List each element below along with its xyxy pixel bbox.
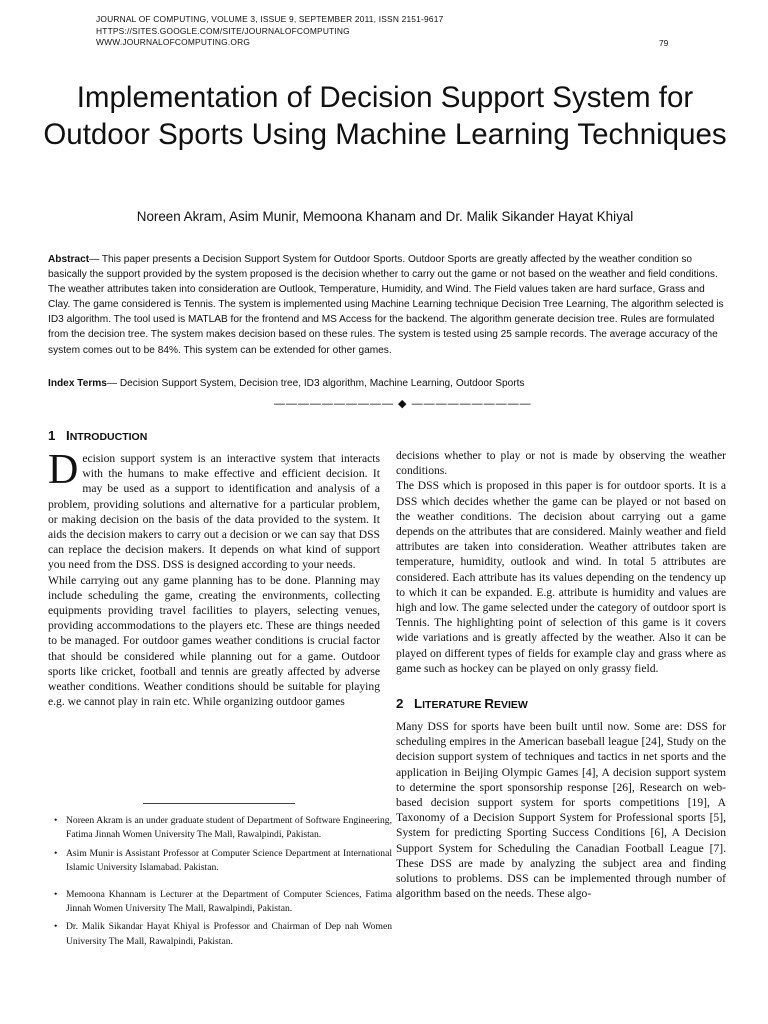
author-footnotes (54, 814, 392, 953)
paper-title: Implementation of Decision Support System for Outdoor Sports Using Machine Learning Techniques (43, 81, 727, 151)
footnote-divider (143, 803, 295, 804)
literature-review-paragraph: Many DSS for sports have been built until now. Some are: DSS for scheduling empires in the American baseball league [24], Study on the decision support system of techniques and tactics in net sports and the application in Beijing Olympic Games [4], A decision support system to determine the sport sponsorship response [26], Research on web-based decision support system for sports competitions [19], A Taxonomy of a Decision Support System for Professional sports [5], System for predicting Sporting Success Conditions [6], A Decision Support System for Scheduling the Canadian Football League [7]. These DSS are made by analyzing the subject area and finding solutions to problems. DSS can be implemented through number of algorithm based on the needs. These algo- (396, 720, 726, 901)
section-title-part-2: EVIEW (493, 699, 528, 712)
section-heading-introduction (48, 428, 380, 443)
footnote-item (54, 920, 392, 949)
running-head (96, 14, 676, 49)
section-separator: —————————— ◆ —————————— (274, 398, 532, 410)
footnote-text: Dr. Malik Sikandar Hayat Khiyal is Professor and Chairman of Dep nah Women University The Mall, Rawalpindi, Pakistan. (66, 921, 392, 947)
right-column (396, 448, 726, 901)
intro-paragraph-2: While carrying out any game planning has to be done. Planning may include scheduling the game, creating the environments, collecting equipments providing travel facilities to players, selecting venues, providing accommodations to the players etc. These are things needed to be managed. For outdoor games weather conditions is crucial factor that should be considered while planning out for a game. Outdoor sports like cricket, football and tennis are greatly affected by adverse weather conditions. Weather conditions should be suitable for playing e.g. we cannot play in rain etc. While organizing outdoor games (48, 573, 380, 709)
index-terms (48, 376, 728, 391)
section-title-initial-2: R (484, 696, 494, 712)
section-title-initial: I (66, 428, 70, 443)
left-column (48, 428, 380, 709)
intro-paragraph-1 (48, 447, 380, 573)
journal-info: JOURNAL OF COMPUTING, VOLUME 3, ISSUE 9, SEPTEMBER 2011, ISSN 2151-9617 (96, 14, 444, 24)
section-title-rest: NTRODUCTION (69, 431, 148, 443)
section-title-part: ITERATURE (422, 699, 485, 712)
section-title-initial: L (414, 696, 423, 712)
page-number: 79 (659, 38, 669, 48)
intro-paragraph-3: decisions whether to play or not is made by observing the weather conditions. (396, 449, 726, 478)
footnote-bullet: • (54, 921, 58, 933)
footnote-bullet: • (54, 815, 58, 826)
index-terms-text: — Decision Support System, Decision tree, ID3 algorithm, Machine Learning, Outdoor Sports (106, 378, 525, 389)
footnote-item (54, 814, 392, 843)
drop-cap: D (48, 447, 79, 493)
journal-site-url: HTTPS://SITES.GOOGLE.COM/SITE/JOURNALOFCOMPUTING (96, 25, 350, 36)
index-terms-label: Index Terms (48, 378, 107, 389)
journal-web-url: WWW.JOURNALOFCOMPUTING.ORG (96, 37, 251, 47)
abstract-label: Abstract (48, 254, 90, 265)
footnote-text: Asim Munir is Assistant Professor at Computer Science Department at International Islamic University Islamabad. Pakistan. (66, 847, 392, 874)
footnote-text: Memoona Khannam is Lecturer at the Department of Computer Sciences, Fatima Jinnah Women University The Mall, Rawalpindi, Pakistan. (66, 888, 392, 915)
authors: Noreen Akram, Asim Munir, Memoona Khanam and Dr. Malik Sikander Hayat Khiyal (136, 209, 634, 224)
intro-paragraph-4: The DSS which is proposed in this paper is for outdoor sports. It is a DSS which decides whether the game can be played or not based on the weather conditions. The decision about carrying out a game depends on the attributes that are considered. Mainly weather and field attributes are taken into consideration. Weather attributes taken are temperature, humidity, outlook and wind. In total 5 attributes are considered. Each attribute has its values depending on the tendency up to which it can be expanded. E.g. attribute is humidity and values are high and low. The game selected under the category of outdoor sport is Tennis. The highlighting point of selection of this game is it covers wide variations and is greatly affected by the weather. Also it can be played on different types of fields for example clay and grass where as game such as hockey can be played on only grassy field. (396, 479, 726, 675)
footnote-item (54, 888, 392, 917)
footnote-text: Noreen Akram is an under graduate student of Department of Software Engineering, Fatima Jinnah Women University The Mall, Rawalpindi, Pakistan. (66, 815, 392, 841)
footnote-bullet: • (54, 847, 58, 859)
section-number: 2 (396, 696, 404, 712)
abstract-text: — This paper presents a Decision Support System for Outdoor Sports. Outdoor Sports are greatly affected by the weather condition so basically the support provided by the system proposed is the decision whether to carry out the game or not based on the weather and field conditions. The weather attributes taken into consideration are Outlook, Temperature, Humidity, and Wind. The Field values taken are hard surface, Grass and Clay. The game considered is Tennis. The system is implemented using Machine Learning technique Decision Tree Learning, The algorithm selected is ID3 algorithm. The tool used is MATLAB for the frontend and MS Access for the backend. The algorithm generate decision tree. Rules are formulated from the decision tree. The system makes decision based on these rules. The system is tested using 25 sample records. The average accuracy of the system comes out to be 84%. This system can be extended for other games. (48, 254, 724, 356)
intro-para-1-text: ecision support system is an interactive system that interacts with the humans to make effective and efficient decision. It may be used as a support to identification and analysis of a problem, providing solutions and alternative for a particular problem, or making decision on the basis of the data provided to the system. It aids the decision makers to carry out a decision or we can say that DSS can replace the decision makers. It depends on what kind of support you need from the DSS. DSS is designed according to your needs. (48, 452, 380, 572)
footnote-bullet: • (54, 888, 58, 900)
section-number: 1 (48, 428, 56, 443)
footnote-item (54, 847, 392, 876)
section-heading-literature-review (396, 696, 726, 711)
abstract (48, 252, 728, 358)
